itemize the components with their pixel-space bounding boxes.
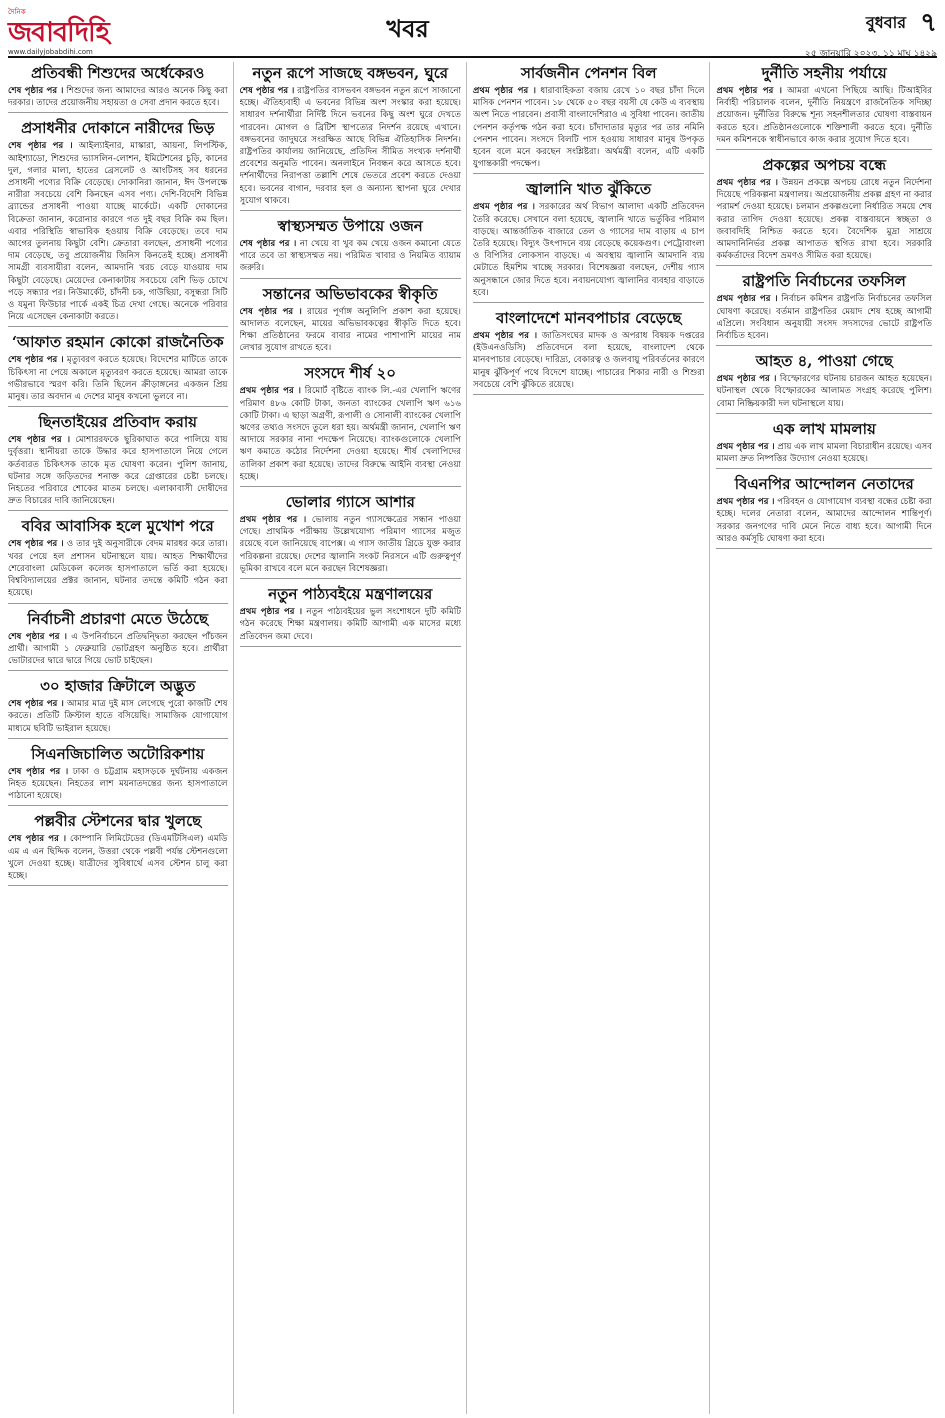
article-lead: শেষ পৃষ্ঠার পর । <box>8 539 64 550</box>
article-text: ও তার দুই অনুসারীকে বেদম মারধর করে তারা। খবর পেয়ে হল প্রশাসন ঘটনাস্থলে যায়। আহত শিক্ষার্থীদের শেরেবাংলা মেডিকেল কলেজ হাসপাতালে ভর্তি করা হয়েছে। বিশ্ববিদ্যালয়ের প্রক্টর জানান, ঘটনার তদন্তে কমিটি গঠন করা হয়েছে। <box>8 539 228 599</box>
article-headline: স্বাস্থ্যসম্মত উপায়ে ওজন <box>277 217 423 236</box>
article-body <box>716 177 932 262</box>
article-text: ঢাকা ও চট্টগ্রাম মহাসড়কে দুর্ঘটনায় একজন নিহত হয়েছেন। নিহতের লাশ ময়নাতদন্তের জন্য হাসপাতালে পাঠানো হয়েছে। <box>8 766 228 802</box>
article-text: আইল্যাইনার, মাস্কারা, আয়না, লিপস্টিক, আইশ্যাডো, শিশুদের ভ্যাসলিন-লোশন, ইমিটেশনের চুড়ি, কানের দুল, গলার মালা, হাতের ব্রেসলেট ও আংটিসহ সব ধরনের প্রসাধনী পণ্যের বিক্রি বেড়েছে। দোকানিরা জানান, ঈদ উপলক্ষে নারীরা সবচেয়ে বেশি কিনছেন এসব পণ্য। দেশি-বিদেশি বিভিন্ন ব্র্যান্ডের প্রসাধনী পাওয়া যাচ্ছে মার্কেটে। একটি দোকানের বিক্রেতা জানান, করোনার কারণে গত দুই বছর বিক্রি কম ছিল। এবার পরিস্থিতি স্বাভাবিক হওয়ায় বিক্রি বেড়েছে। তবে দাম আগের তুলনায় কিছুটা বেশি। ক্রেতারা বলছেন, প্রসাধনী পণ্যের দাম বেড়েছে, তবু প্রয়োজনীয় জিনিস কিনতেই হচ্ছে। প্রসাধনী সামগ্রী ব্যবসায়ীরা বলেন, আমদানি খরচ বেড়ে যাওয়ায় দাম কিছুটা বেড়েছে। মেয়েদের কেনাকাটায় সবচেয়ে বেশি ভিড় চোখে পড়ে সন্ধ্যার পর। নিউমার্কেট, চাঁদনী চক, গাউছিয়া, বসুন্ধরা সিটি ও যমুনা ফিউচার পার্কে একই চিত্র দেখা গেছে। অনেকে পরিবার নিয়ে এসেছেন কেনাকাটা করতে। <box>8 141 228 323</box>
article-body <box>240 606 462 643</box>
article <box>8 62 228 113</box>
article-body <box>240 385 462 483</box>
article-headline: প্রসাধনীর দোকানে নারীদের ভিড় <box>21 119 215 138</box>
page-header <box>8 6 937 58</box>
article-text: রাষ্ট্রপতির বাসভবন বঙ্গভবন নতুন রূপে সাজানো হচ্ছে। ঐতিহ্যবাহী এ ভবনের বিভিন্ন অংশ সংস্কার করা হয়েছে। সাধারণ দর্শনার্থীরা নির্দিষ্ট দিনে ভবনের কিছু অংশ ঘুরে দেখতে পারবেন। মোগল ও ব্রিটিশ স্থাপত্যের নিদর্শন রয়েছে এখানে। বঙ্গভবনের জাদুঘরে সংরক্ষিত আছে বিভিন্ন ঐতিহাসিক নিদর্শন। রাষ্ট্রপতির কার্যালয় জানিয়েছে, প্রতিদিন সীমিত সংখ্যক দর্শনার্থী প্রবেশের অনুমতি পাবেন। অনলাইনে নিবন্ধন করে আসতে হবে। দর্শনার্থীদের নিরাপত্তা তল্লাশি শেষে ভেতরে প্রবেশ করতে দেওয়া হবে। ভবনের বাগান, দরবার হল ও অন্যান্য স্থাপনা ঘুরে দেখার সুযোগ থাকবে। <box>239 86 461 206</box>
article-lead: প্রথম পৃষ্ঠার পর । <box>239 515 307 526</box>
article-headline: সিএনজিচালিত অটোরিকশায় <box>31 744 205 763</box>
article-text: প্রায় এক লাখ মামলা বিচারাধীন রয়েছে। এসব মামলা দ্রুত নিষ্পত্তির উদ্যোগ নেওয়া হয়েছে। <box>716 441 932 465</box>
page-number: ৭ <box>920 7 937 38</box>
newspaper-logo: জবাবদিহি <box>8 17 109 48</box>
article-headline: নির্বাচনী প্রচারণা মেতে উঠেছে <box>27 609 209 628</box>
article-lead: শেষ পৃষ্ঠার পর । <box>8 355 64 366</box>
article-text: সরকারের অর্থ বিভাগ আলাদা একটি প্রতিবেদন তৈরি করেছে। সেখানে বলা হয়েছে, জ্বালানি খাতে ভর্তুকির পরিমাণ বাড়ছে। আন্তর্জাতিক বাজারে তেল ও গ্যাসের দাম বাড়ায় এ চাপ তৈরি হয়েছে। বিদ্যুৎ উৎপাদনে ব্যয় বেড়েছে কয়েকগুণ। পেট্রোবাংলা ও বিপিসির লোকসান বাড়ছে। এ অবস্থায় জ্বালানি আমদানি ব্যয় মেটাতে হিমশিম খাচ্ছে সরকার। বিশেষজ্ঞরা বলছেন, দেশীয় গ্যাস অনুসন্ধানে জোর দিতে হবে। নবায়নযোগ্য জ্বালানির ব্যবহার বাড়াতে হবে। <box>473 202 705 298</box>
article <box>716 154 932 266</box>
weekday: বুধবার <box>865 13 907 32</box>
article-lead: প্রথম পৃষ্ঠার পর । <box>239 386 301 397</box>
article-lead: প্রথম পৃষ্ঠার পর । <box>716 441 775 452</box>
article-lead: প্রথম পৃষ্ঠার পর । <box>716 294 778 305</box>
article-body <box>240 514 462 575</box>
article-lead: প্রথম পৃষ্ঠার পর । <box>473 86 536 96</box>
article-headline: রাষ্ট্রপতি নির্বাচনের তফসিল <box>742 272 906 291</box>
article <box>716 473 932 549</box>
website-url: www.dailyjobabdihi.com <box>8 48 93 56</box>
article <box>716 62 932 150</box>
article-body <box>8 85 228 109</box>
article <box>8 743 228 807</box>
article-body <box>716 441 932 465</box>
article-lead: শেষ পৃষ্ঠার পর । <box>239 86 295 96</box>
article-text: উন্নয়ন প্রকল্পে অপচয় রোধে নতুন নির্দেশনা দিয়েছে পরিকল্পনা মন্ত্রণালয়। অপ্রয়োজনীয় প্রকল্প গ্রহণ না করার পরামর্শ দেওয়া হয়েছে। চলমান প্রকল্পগুলো নির্ধারিত সময়ে শেষ করার তাগিদ দেওয়া হয়েছে। প্রকল্প বাস্তবায়নে স্বচ্ছতা ও জবাবদিহি নিশ্চিত করতে হবে। বৈদেশিক মুদ্রা সাশ্রয়ে আমদানিনির্ভর প্রকল্প আপাতত স্থগিত রাখা হবে। সরকারি কর্মকর্তাদের বিদেশ ভ্রমণও সীমিত করা হয়েছে। <box>716 178 932 262</box>
article-headline: দুর্নীতি সহনীয় পর্যায়ে <box>761 64 887 82</box>
article-body <box>473 85 704 170</box>
article-body <box>716 85 932 146</box>
article-headline: নতুন পাঠ্যবইয়ে মন্ত্রণালয়ের <box>268 585 433 604</box>
article-lead: প্রথম পৃষ্ঠার পর । <box>716 374 777 385</box>
article-text: নতুন পাঠ্যবইয়ের ভুল সংশোধনে দুটি কমিটি গঠন করেছে শিক্ষা মন্ত্রণালয়। কমিটি আগামী এক মাসের মধ্যে প্রতিবেদন জমা দেবে। <box>239 607 461 642</box>
article-headline: আহত ৪, পাওয়া গেছে <box>755 352 893 371</box>
article-body <box>473 330 704 391</box>
article-body <box>473 201 704 299</box>
article-body <box>8 631 228 668</box>
article-headline: ভোলার গ্যাসে আশার <box>285 493 415 512</box>
article-headline: এক লাখ মামলায় <box>772 419 876 438</box>
masthead-tagline: দৈনিক <box>8 8 26 16</box>
masthead <box>8 6 128 56</box>
article-headline: ‘আফাত রহমান কোকো রাজনৈতিক <box>11 333 224 352</box>
article-lead: শেষ পৃষ্ঠার পর । <box>8 766 69 777</box>
article-body <box>8 140 228 323</box>
article-lead: শেষ পৃষ্ঠার পর । <box>239 306 302 317</box>
article <box>240 283 462 359</box>
article-headline: ববির আবাসিক হলে মুখোশ পরে <box>21 517 214 536</box>
article <box>8 411 228 511</box>
article-body <box>8 698 228 735</box>
article-text: রিমোর্ট বৃষ্টিতে ব্যাংক লি.-এর খেলাপি ঋণের পরিমাণ ৪৮৬ কোটি টাকা, জনতা ব্যাংকের খেলাপি ঋণ ৬১৬ কোটি টাকা। এ ছাড়া অগ্রণী, রূপালী ও সোনালী ব্যাংকের খেলাপি ঋণের তথ্যও সংসদে তুলে ধরা হয়। অর্থমন্ত্রী জানান, খেলাপি ঋণ আদায়ে সরকার নানা পদক্ষেপ নিয়েছে। ব্যাংকগুলোকে খেলাপি ঋণ কমাতে কঠোর নির্দেশনা দেওয়া হয়েছে। শীর্ষ খেলাপিদের তালিকা প্রকাশ করা হয়েছে। তাদের বিরুদ্ধে আইনি ব্যবস্থা নেওয়া হচ্ছে। <box>239 386 461 482</box>
article-text: না খেয়ে বা খুব কম খেয়ে ওজন কমানো যেতে পারে তবে তা স্বাস্থ্যসম্মত নয়। পরিমিত খাবার ও নিয়মিত ব্যায়াম জরুরি। <box>239 239 461 274</box>
article-text: ধারাবাহিকতা বজায় রেখে ১০ বছর চাঁদা দিলে মাসিক পেনশন পাবেন। ১৮ থেকে ৫০ বছর বয়সী যে কেউ এ ব্যবস্থায় অংশ নিতে পারবেন। প্রবাসী বাংলাদেশিরাও এ সুবিধা পাবেন। জাতীয় পেনশন কর্তৃপক্ষ গঠন করা হবে। চাঁদাদাতার মৃত্যুর পর তার নমিনি পেনশন পাবেন। সংসদে বিলটি পাস হওয়ায় সাধারণ মানুষ উপকৃত হবেন বলে মনে করছেন সংশ্লিষ্টরা। অর্থমন্ত্রী বলেন, এটি একটি যুগান্তকারী পদক্ষেপ। <box>473 86 705 170</box>
article-text: শিশুদের জন্য আমাদের আরও অনেক কিছু করা দরকার। তাদের প্রয়োজনীয় সহায়তা ও সেবা প্রদান করতে হবে। <box>8 86 228 109</box>
section-title: খবর <box>386 14 429 43</box>
article-columns <box>8 62 937 1414</box>
article-headline: পল্লবীর স্টেশনের দ্বার খুলছে <box>34 812 202 831</box>
article-lead: প্রথম পৃষ্ঠার পর । <box>473 202 535 213</box>
article <box>473 307 704 395</box>
article <box>8 117 228 327</box>
article-headline: বাংলাদেশে মানবপাচার বেড়েছে <box>496 309 682 328</box>
article <box>8 331 228 407</box>
article-text: রায়ের পূর্ণাঙ্গ অনুলিপি প্রকাশ করা হয়েছে। আদালত বলেছেন, মায়ের অভিভাবকত্বের স্বীকৃতি দিতে হবে। শিক্ষা প্রতিষ্ঠানের ফরমে বাবার নামের পাশাপাশি মায়ের নাম লেখার সুযোগ রাখতে হবে। <box>239 306 461 354</box>
article <box>240 215 462 279</box>
column-4 <box>716 62 937 1414</box>
article-headline: ৩০ হাজার ক্রিটালে অদ্ভুত <box>40 677 196 696</box>
article <box>8 608 228 672</box>
article-lead: প্রথম পৃষ্ঠার পর । <box>716 178 778 189</box>
article-text: মোশাররফকে ছুরিকাঘাত করে পালিয়ে যায় দুর্বৃত্তরা। স্থানীয়রা তাকে উদ্ধার করে হাসপাতালে নিয়ে গেলে কর্তব্যরত চিকিৎসক তাকে মৃত ঘোষণা করেন। পুলিশ জানায়, ঘটনার সঙ্গে জড়িতদের শনাক্ত করে গ্রেপ্তারের চেষ্টা চলছে। নিহতের পরিবারে শোকের মাতম চলছে। এলাকাবাসী দোষীদের দ্রুত বিচারের দাবি জানিয়েছেন। <box>8 435 228 507</box>
article <box>8 675 228 739</box>
issue-date: ২৫ জানুয়ারি ২০২৩, ১১ মাঘ ১৪২৯ <box>805 48 937 59</box>
article-lead: শেষ পৃষ্ঠার পর । <box>8 834 67 845</box>
article <box>716 270 932 346</box>
article-text: নির্বাচন কমিশন রাষ্ট্রপতি নির্বাচনের তফসিল ঘোষণা করেছে। বর্তমান রাষ্ট্রপতির মেয়াদ শেষ হচ্ছে আগামী এপ্রিলে। সংবিধান অনুযায়ী সংসদ সদস্যদের ভোটে রাষ্ট্রপতি নির্বাচিত হবেন। <box>716 294 932 342</box>
article-text: মৃত্যুবরণ করতে হয়েছে। বিদেশের মাটিতে তাকে চিকিৎসা না পেয়ে অকালে মৃত্যুবরণ করতে হয়েছে। আমরা তাকে গভীরভাবে স্মরণ করি। তিনি ছিলেন ক্রীড়াঙ্গনের একজন প্রিয় মানুষ। তার অবদান এ দেশের মানুষ কখনো ভুলবে না। <box>8 355 228 403</box>
article-headline: সন্তানের অভিভাবকের স্বীকৃতি <box>262 284 438 303</box>
article <box>240 491 462 579</box>
article-lead: শেষ পৃষ্ঠার পর । <box>8 86 64 96</box>
article-text: জাতিসংঘের মাদক ও অপরাধ বিষয়ক দপ্তরের (ইউএনওডিসি) প্রতিবেদনে বলা হয়েছে, বাংলাদেশ থেকে মানবপাচার বেড়েছে। দারিদ্র্য, বেকারত্ব ও জলবায়ু পরিবর্তনের কারণে মানুষ ঝুঁকিপূর্ণ পথে বিদেশে যাচ্ছে। পাচারের শিকার নারী ও শিশুরা সবচেয়ে বেশি ঝুঁকিতে রয়েছে। <box>473 331 705 390</box>
article-lead: প্রথম পৃষ্ঠার পর । <box>716 86 782 96</box>
article-headline: সংসদে শীর্ষ ২০ <box>304 364 397 383</box>
article-lead: শেষ পৃষ্ঠার পর । <box>239 239 297 250</box>
article-lead: শেষ পৃষ্ঠার পর । <box>8 435 71 446</box>
column-2 <box>240 62 468 1414</box>
article-body <box>240 238 462 275</box>
article-body <box>240 85 462 207</box>
article-lead: প্রথম পৃষ্ঠার পর । <box>716 497 775 508</box>
article-text: পরিবহন ও যোগাযোগ ব্যবস্থা বন্ধের চেষ্টা করা হচ্ছে। দলের নেতারা বলেন, আমাদের আন্দোলন শান্তিপূর্ণ। সরকার জনগণের দাবি মেনে নিতে বাধ্য হবে। আগামী দিনে আরও কর্মসূচি ঘোষণা করা হবে। <box>716 497 932 544</box>
article-lead: শেষ পৃষ্ঠার পর । <box>8 141 73 152</box>
article-headline: সার্বজনীন পেনশন বিল <box>520 64 657 82</box>
article <box>473 62 704 174</box>
article <box>716 350 932 414</box>
article-body <box>8 434 228 507</box>
article-body <box>8 354 228 403</box>
article-headline: ছিনতাইয়ের প্রতিবাদ করায় <box>38 413 198 432</box>
article-lead: প্রথম পৃষ্ঠার পর । <box>473 331 538 342</box>
article <box>8 515 228 603</box>
article-text: এ উপনির্বাচনে প্রতিদ্বন্দ্বিতা করছেন পাঁচজন প্রার্থী। আগামী ১ ফেব্রুয়ারি ভোটগ্রহণ অনুষ্ঠিত হবে। প্রার্থীরা ভোটারদের দ্বারে দ্বারে গিয়ে ভোট চাইছেন। <box>8 631 228 666</box>
article-body <box>8 538 228 599</box>
article-lead: প্রথম পৃষ্ঠার পর । <box>239 607 303 618</box>
article-headline: প্রতিবন্ধী শিশুদের অর্ধেকেরও <box>31 64 205 82</box>
article-text: কোম্পানি লিমিটেডের (ডিএমটিসিএল) এমডি এম এ এন ছিদ্দিক বলেন, উত্তরা থেকে পল্লবী পর্যন্ত স্টেশনগুলো খুলে দেওয়া হচ্ছে। যাত্রীদের সুবিধার্থে এসব স্টেশন চালু করা হচ্ছে। <box>8 834 228 881</box>
article-headline: প্রকল্পের অপচয় বন্ধে <box>762 156 886 175</box>
article-body <box>8 766 228 803</box>
article-body <box>716 293 932 342</box>
column-3 <box>473 62 710 1414</box>
article-text: ভোলায় নতুন গ্যাসক্ষেত্রের সন্ধান পাওয়া গেছে। প্রাথমিক পরীক্ষায় উল্লেখযোগ্য পরিমাণ গ্যাসের মজুত রয়েছে বলে জানিয়েছে বাপেক্স। এ গ্যাস জাতীয় গ্রিডে যুক্ত করার পরিকল্পনা রয়েছে। দেশের জ্বালানি সংকট নিরসনে এটি গুরুত্বপূর্ণ ভূমিকা রাখবে বলে মনে করছেন বিশেষজ্ঞরা। <box>239 515 461 574</box>
article <box>8 810 228 886</box>
article-text: বিস্ফোরণের ঘটনায় চারজন আহত হয়েছেন। ঘটনাস্থল থেকে বিস্ফোরকের আলামত সংগ্রহ করেছে পুলিশ। বোমা নিষ্ক্রিয়কারী দল ঘটনাস্থলে যায়। <box>716 374 932 409</box>
article-body <box>8 833 228 882</box>
article <box>240 362 462 487</box>
article <box>240 583 462 647</box>
article <box>473 178 704 303</box>
article <box>240 62 462 211</box>
article-lead: শেষ পৃষ্ঠার পর । <box>8 631 67 642</box>
article-headline: জ্বালানি খাত ঝুঁকিতে <box>526 180 652 199</box>
article <box>716 418 932 469</box>
article-body <box>716 496 932 545</box>
header-date-block <box>687 2 937 61</box>
article-text: আমরা এখনো পিছিয়ে আছি। টিআইবির নির্বাহী পরিচালক বলেন, দুর্নীতি নিয়ন্ত্রণে রাজনৈতিক সদিচ্ছা প্রয়োজন। দুর্নীতির বিরুদ্ধে শূন্য সহনশীলতার ঘোষণা বাস্তবায়ন করতে হবে। প্রতিষ্ঠানগুলোকে শক্তিশালী করতে হবে। দুর্নীতি দমন কমিশনকে স্বাধীনভাবে কাজ করার সুযোগ দিতে হবে। <box>716 86 932 145</box>
article-lead: শেষ পৃষ্ঠার পর । <box>8 699 64 710</box>
article-headline: নতুন রূপে সাজছে বঙ্গভবন, ঘুরে <box>252 64 449 82</box>
column-1 <box>8 62 234 1414</box>
article-body <box>240 306 462 355</box>
article-headline: বিএনপির আন্দোলন নেতাদের <box>734 475 914 494</box>
article-text: আমার মাত্র দুই মাস লেগেছে পুরো কাজটি শেষ করতে। প্রতিটি ক্রিস্টাল হাতে বসিয়েছি। সামাজিক যোগাযোগ মাধ্যমে ছবিটি ভাইরাল হয়েছে। <box>8 699 228 734</box>
article-body <box>716 373 932 410</box>
